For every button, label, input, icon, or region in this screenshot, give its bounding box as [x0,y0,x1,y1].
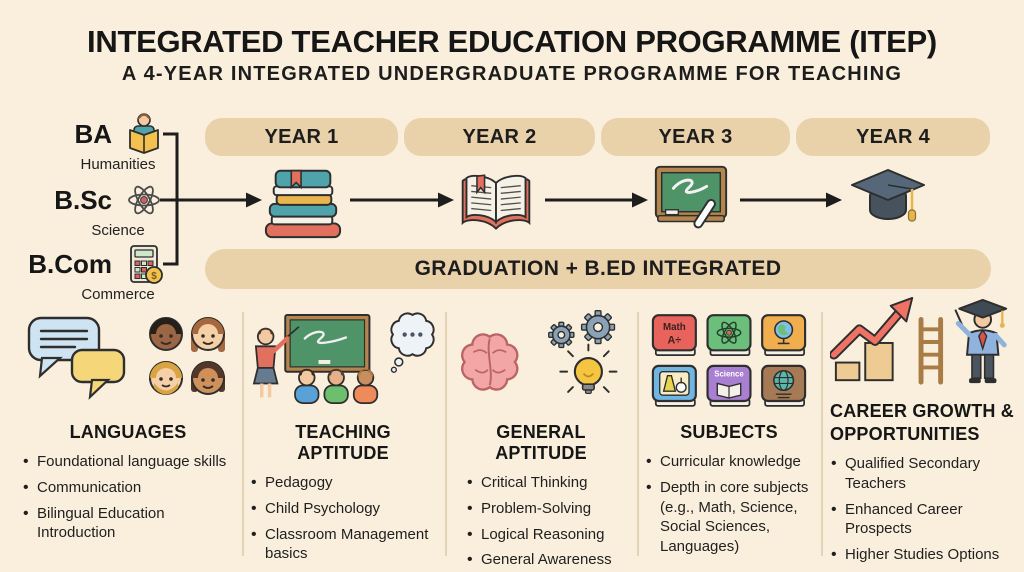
graduate-figure [955,300,1006,383]
bullet-item: • Critical Thinking [466,473,630,493]
year-4-pill: YEAR 4 [796,118,990,156]
graduation-cap-icon [846,162,930,238]
math-book [653,315,696,355]
reading-person-icon [124,112,164,156]
column-divider [637,312,639,556]
column-title: GENERAL APTITUDE [495,422,587,463]
page-subtitle: A 4-YEAR INTEGRATED UNDERGRADUATE PROGRAMME FOR TEACHING [121,63,903,85]
column-title: TEACHING APTITUDE [295,422,391,463]
bullet-item: • Bilingual Education Introduction [22,504,234,544]
teacher-classroom-icon [250,310,436,412]
column-general-aptitude [452,308,630,572]
bullet-item: • General Awareness [466,550,630,570]
year-3-pill: YEAR 3 [601,118,790,156]
graduation-bed-banner: GRADUATION + B.ED INTEGRATED [205,249,991,289]
bullet-list [250,473,436,564]
bullet-item: • Curricular knowledge [645,452,813,472]
column-title: CAREER GROWTH & OPPORTUNITIES [830,401,1014,444]
degree-bsc [20,178,172,239]
degree-abbr-bsc: B.Sc [54,184,112,215]
physics-book [708,315,751,355]
year-1-pill: YEAR 1 [205,118,398,156]
degree-field-bcom: Commerce [81,286,155,303]
bullet-list [452,473,630,570]
bullet-item: • Qualified Secondary Teachers [830,454,1016,494]
chalkboard-icon [650,158,732,242]
degree-abbr-ba: BA [74,118,112,149]
bullet-item: • Problem-Solving [466,499,630,519]
column-career-growth [830,292,1016,571]
degree-abbr-bcom: B.Com [28,248,112,279]
bullet-list [830,454,1016,565]
gear-large [582,311,615,344]
svg-text:Math: Math [662,321,686,333]
subject-books-icon [649,311,809,411]
column-divider [242,312,244,556]
bullet-list [645,452,813,557]
chemistry-book [653,366,696,406]
column-subjects [645,308,813,563]
world-book [762,366,805,406]
column-languages [22,308,234,549]
bullet-item: • Higher Studies Options [830,545,1016,565]
bullet-item: • Enhanced Career Prospects [830,500,1016,540]
lightbulb [560,345,616,394]
degree-ba [20,112,172,173]
degree-bcom [20,242,172,303]
column-title: LANGUAGES [69,422,187,442]
bullet-item: • Child Psychology [250,499,436,519]
svg-text:Science: Science [714,369,744,379]
bullet-item: • Communication [22,478,234,498]
bullet-item: • Foundational language skills [22,452,234,472]
bullet-item: • Logical Reasoning [466,525,630,545]
bullet-item: • Depth in core subjects (e.g., Math, Science, Social Sciences, Languages) [645,478,813,557]
speech-bubbles-people-icon [26,310,230,412]
bullet-item: • Classroom Management basics [250,525,436,565]
open-book-icon [456,158,536,242]
column-divider [821,312,823,556]
atom-icon [124,178,164,222]
column-title: SUBJECTS [680,422,778,442]
brain-gears-bulb-icon [453,310,629,412]
career-growth-icon [830,292,1016,392]
bullet-item: • Pedagogy [250,473,436,493]
degree-field-bsc: Science [91,222,145,239]
bullet-list [22,452,234,543]
svg-text:A÷: A÷ [667,334,682,347]
column-divider [445,312,447,556]
year-2-pill: YEAR 2 [404,118,595,156]
degree-field-ba: Humanities [80,156,156,173]
science-book [708,366,751,406]
column-teaching-aptitude [250,308,436,570]
gear-small [549,322,574,347]
svg-text:$: $ [151,271,157,282]
page-title: INTEGRATED TEACHER EDUCATION PROGRAMME (ITEP) [87,24,937,59]
books-stack-icon [262,158,344,242]
calculator-icon [124,242,164,286]
geography-book [762,315,805,355]
